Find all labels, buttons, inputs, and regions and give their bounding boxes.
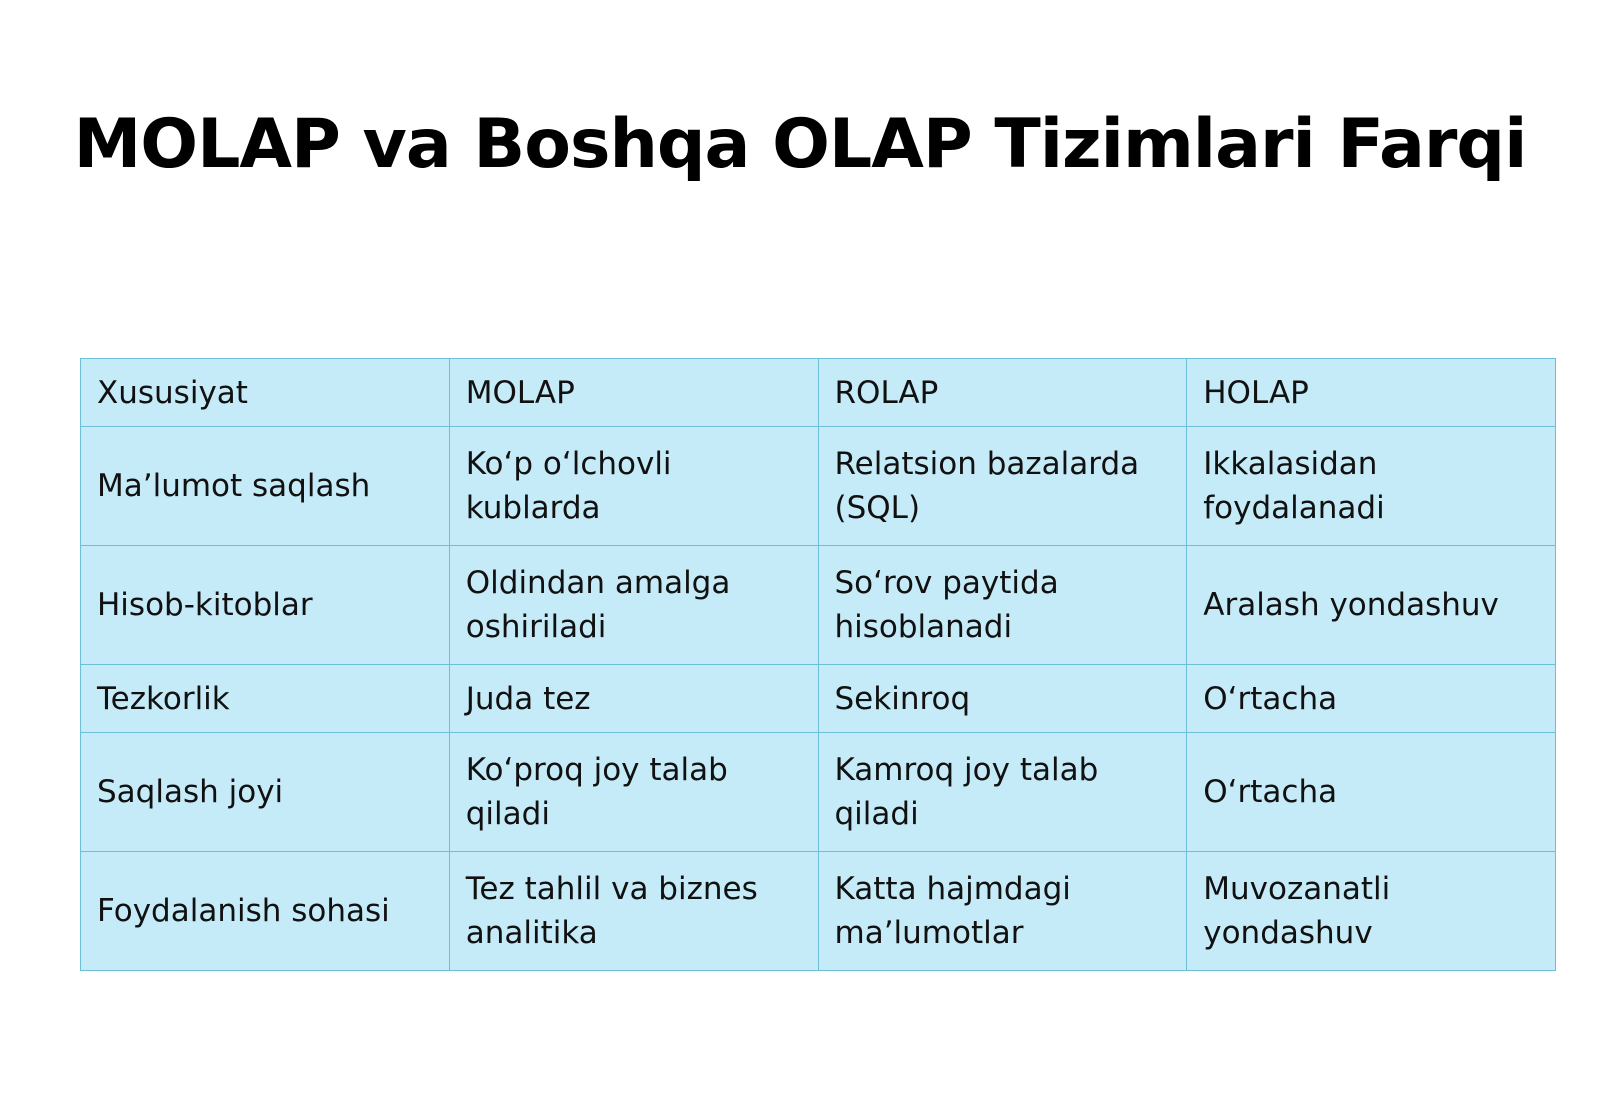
- table-cell-holap: Aralash yondashuv: [1187, 546, 1556, 665]
- table-cell-feature: Hisob-kitoblar: [81, 546, 450, 665]
- table-cell-rolap: Sekinroq: [818, 665, 1187, 733]
- table-cell-feature: Foydalanish sohasi: [81, 852, 450, 971]
- table-cell-rolap: Kamroq joy talab qiladi: [818, 733, 1187, 852]
- header-cell-rolap: ROLAP: [818, 359, 1187, 427]
- table-row: [81, 546, 1556, 665]
- table-cell-holap: Oʻrtacha: [1187, 665, 1556, 733]
- table-cell-feature: Tezkorlik: [81, 665, 450, 733]
- header-cell-molap: MOLAP: [449, 359, 818, 427]
- table-row: [81, 427, 1556, 546]
- table-cell-molap: Juda tez: [449, 665, 818, 733]
- table-cell-holap: Oʻrtacha: [1187, 733, 1556, 852]
- table-row: [81, 733, 1556, 852]
- header-cell-feature: Xususiyat: [81, 359, 450, 427]
- table-cell-molap: Koʻp oʻlchovli kublarda: [449, 427, 818, 546]
- comparison-table: [80, 358, 1556, 971]
- table-cell-molap: Koʻproq joy talab qiladi: [449, 733, 818, 852]
- table-cell-holap: Ikkalasidan foydalanadi: [1187, 427, 1556, 546]
- table-cell-rolap: Relatsion bazalarda (SQL): [818, 427, 1187, 546]
- table-row: [81, 665, 1556, 733]
- table-cell-feature: Saqlash joyi: [81, 733, 450, 852]
- table-row: [81, 852, 1556, 971]
- header-cell-holap: HOLAP: [1187, 359, 1556, 427]
- table-cell-rolap: Katta hajmdagi ma’lumotlar: [818, 852, 1187, 971]
- table-cell-molap: Oldindan amalga oshiriladi: [449, 546, 818, 665]
- table-cell-rolap: Soʻrov paytida hisoblanadi: [818, 546, 1187, 665]
- table-cell-molap: Tez tahlil va biznes analitika: [449, 852, 818, 971]
- table-cell-feature: Ma’lumot saqlash: [81, 427, 450, 546]
- table-cell-holap: Muvozanatli yondashuv: [1187, 852, 1556, 971]
- slide-title: MOLAP va Boshqa OLAP Tizimlari Farqi: [73, 105, 1527, 184]
- table-header-row: [81, 359, 1556, 427]
